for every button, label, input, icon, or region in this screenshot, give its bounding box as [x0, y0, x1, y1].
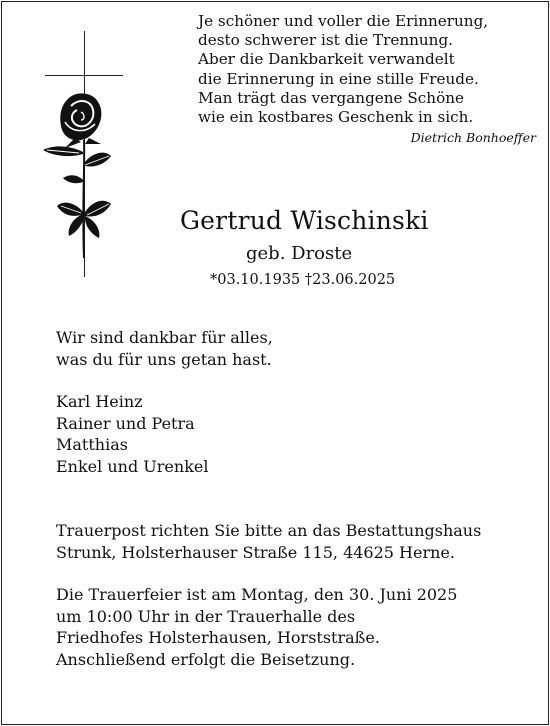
ceremony-line: um 10:00 Uhr in der Trauerhalle des: [56, 606, 356, 626]
poem-line: die Erinnerung in eine stille Freude.: [198, 69, 479, 88]
life-dates: *03.10.1935 †23.06.2025: [210, 272, 396, 288]
contact-line: Trauerpost richten Sie bitte an das Bestattungshaus: [56, 521, 482, 540]
ceremony-line: Friedhofes Holsterhausen, Horststraße.: [56, 628, 380, 647]
mourner: Enkel und Urenkel: [56, 456, 209, 476]
mourner: Karl Heinz: [56, 392, 143, 411]
maiden-name: geb. Droste: [246, 243, 353, 264]
poem-line: desto schwerer ist die Trennung.: [198, 31, 454, 50]
thanks-text: [56, 327, 273, 370]
thanks-line: Wir sind dankbar für alles,: [56, 328, 273, 347]
mourner: Rainer und Petra: [56, 413, 195, 433]
rose-icon: [35, 90, 115, 260]
thanks-line: was du für uns getan hast.: [56, 349, 272, 369]
poem-author: Dietrich Bonhoeffer: [410, 130, 536, 145]
ceremony-line: Die Trauerfeier ist am Montag, den 30. Juni 2025: [56, 585, 458, 604]
cross-icon-bar: [45, 75, 123, 76]
poem-line: Je schöner und voller die Erinnerung,: [198, 12, 489, 30]
mourner: Matthias: [56, 435, 128, 454]
poem-line: Aber die Dankbarkeit verwandelt: [198, 50, 455, 69]
poem-line: Man trägt das vergangene Schöne: [198, 88, 464, 107]
deceased-name: Gertrud Wischinski: [180, 206, 429, 235]
ceremony-line: Anschließend erfolgt die Beisetzung.: [56, 649, 356, 669]
contact-line: Strunk, Holsterhauser Straße 115, 44625 Herne.: [56, 542, 455, 562]
contact-text: [56, 520, 481, 563]
ceremony-text: [56, 584, 457, 670]
poem: [198, 12, 488, 127]
mourners-list: [56, 391, 208, 477]
poem-line: wie ein kostbares Geschenk in sich.: [198, 108, 474, 127]
